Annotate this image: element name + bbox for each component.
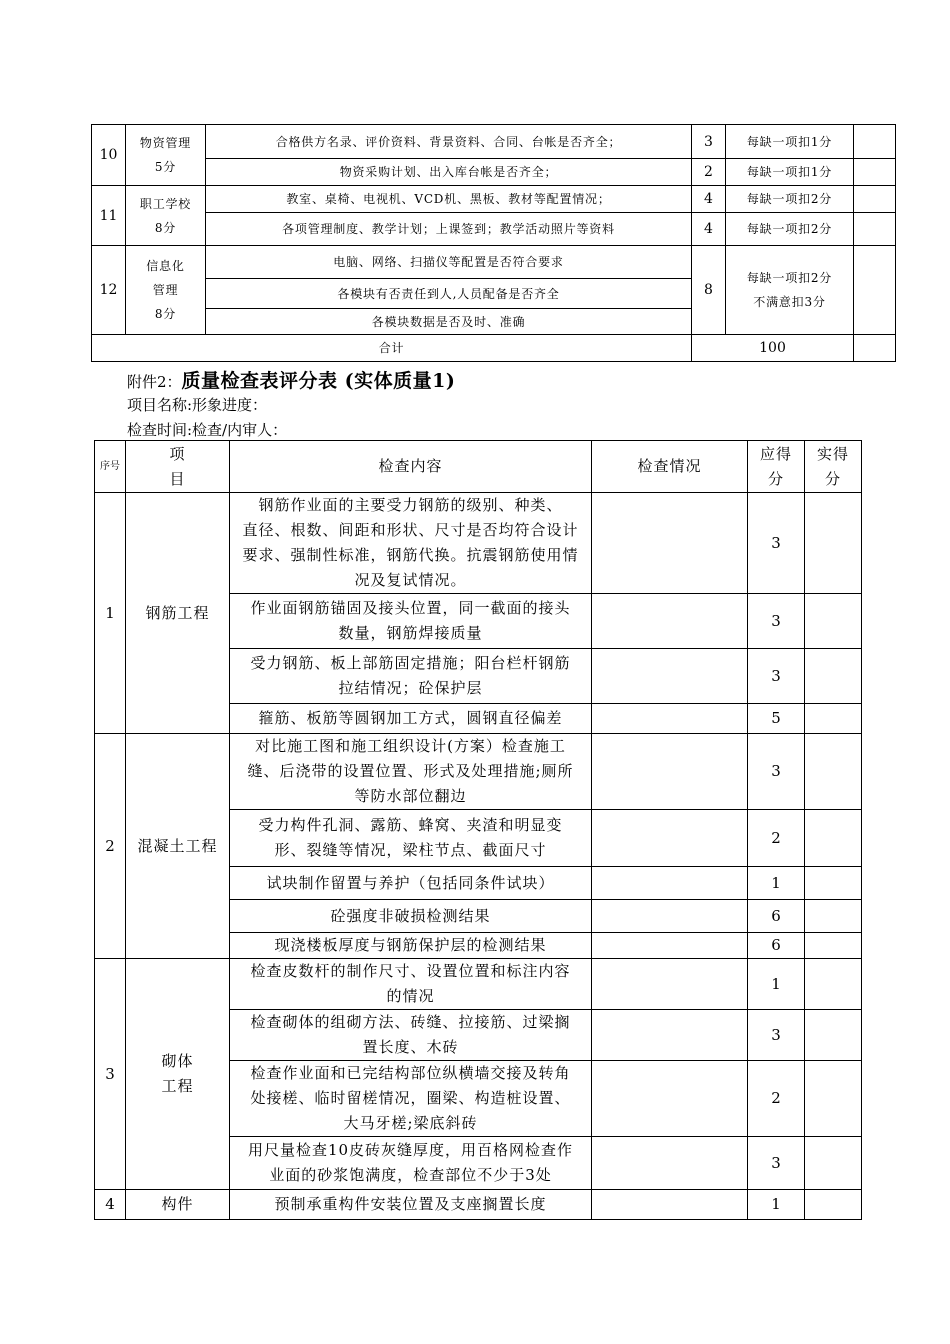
deduction-rule-line: 每缺一项扣2分 — [746, 271, 833, 285]
score-cell: 2 — [692, 159, 726, 186]
table-row — [95, 734, 862, 810]
check-content — [230, 1061, 592, 1137]
due-score: 3 — [748, 594, 805, 649]
table-row — [92, 186, 896, 213]
actual-score-cell[interactable] — [805, 1190, 862, 1220]
check-item: 物资采购计划、出入库台帐是否齐全； — [206, 159, 692, 186]
section-name-line: 工程 — [161, 1077, 194, 1095]
check-item: 合格供方名录、评价资料、背景资料、合同、台帐是否齐全； — [206, 125, 692, 159]
content-line: 用尺量检查10皮砖灰缝厚度，用百格网检查作 — [247, 1141, 574, 1159]
content-line: 缝、后浇带的设置位置、形式及处理措施;厕所 — [247, 762, 574, 780]
section-number: 1 — [95, 493, 126, 734]
content-line: 试块制作留置与养护（包括同条件试块） — [266, 873, 555, 892]
check-status-cell[interactable] — [592, 933, 748, 959]
blank-cell[interactable] — [854, 246, 896, 335]
check-status-cell[interactable] — [592, 1010, 748, 1061]
section-name: 混凝土工程 — [126, 734, 230, 959]
attachment-title: 质量检查表评分表 (实体质量1) — [181, 370, 456, 392]
due-score: 2 — [748, 1061, 805, 1137]
content-line: 的情况 — [386, 987, 435, 1005]
content-line: 置长度、木砖 — [362, 1038, 459, 1056]
due-score: 2 — [748, 810, 805, 867]
deduction-rule: 每缺一项扣1分 — [726, 159, 854, 186]
check-item: 电脑、网络、扫描仪等配置是否符合要求 — [206, 246, 692, 279]
check-time-line: 检查时间:检查/内审人： — [127, 421, 288, 439]
check-content — [230, 933, 592, 959]
actual-score-cell[interactable] — [805, 734, 862, 810]
content-line: 对比施工图和施工组织设计(方案）检查施工 — [255, 737, 566, 755]
row-number: 12 — [92, 246, 126, 335]
table-row — [92, 125, 896, 159]
content-line: 作业面钢筋锚固及接头位置，同一截面的接头 — [250, 599, 571, 617]
check-item: 各模块有否责任到人,人员配备是否齐全 — [206, 279, 692, 309]
category-cell — [126, 186, 206, 246]
category-name: 物资管理 — [139, 136, 192, 150]
actual-header-line: 实得 — [816, 444, 849, 463]
attachment-heading — [127, 366, 455, 393]
check-item: 各模块数据是否及时、准确 — [206, 309, 692, 335]
item-header-line: 项 — [169, 444, 186, 463]
category-name: 管理 — [152, 283, 179, 297]
category-name: 职工学校 — [139, 196, 192, 211]
blank-cell[interactable] — [854, 125, 896, 159]
check-status-cell[interactable] — [592, 900, 748, 933]
actual-score-cell[interactable] — [805, 493, 862, 594]
actual-score-cell[interactable] — [805, 1137, 862, 1190]
deduction-rule: 每缺一项扣1分 — [726, 125, 854, 159]
check-status-cell[interactable] — [592, 1061, 748, 1137]
blank-cell[interactable] — [854, 335, 896, 362]
check-content — [230, 594, 592, 649]
actual-score-header — [805, 441, 862, 493]
due-header-line: 分 — [767, 469, 784, 488]
category-points: 5分 — [154, 160, 177, 174]
status-header: 检查情况 — [592, 441, 748, 493]
row-number: 11 — [92, 186, 126, 246]
score-cell: 4 — [692, 213, 726, 246]
check-status-cell[interactable] — [592, 959, 748, 1010]
section-name — [126, 959, 230, 1190]
due-score: 1 — [748, 867, 805, 900]
content-line: 受力构件孔洞、露筋、蜂窝、夹渣和明显变 — [258, 816, 563, 834]
total-value: 100 — [692, 335, 854, 362]
due-score: 3 — [748, 1137, 805, 1190]
due-score: 3 — [748, 493, 805, 594]
category-cell — [126, 246, 206, 335]
due-score: 6 — [748, 933, 805, 959]
due-score: 1 — [748, 1190, 805, 1220]
deduction-rule — [726, 246, 854, 335]
check-status-cell[interactable] — [592, 867, 748, 900]
check-item: 教室、桌椅、电视机、VCD机、黑板、教材等配置情况； — [206, 186, 692, 213]
section-name-line: 砌体 — [161, 1052, 194, 1070]
check-content — [230, 493, 592, 594]
deduction-rule-line: 不满意扣3分 — [753, 295, 826, 309]
content-line: 检查砌体的组砌方法、砖缝、拉接筋、过梁搁 — [250, 1013, 571, 1031]
due-score: 3 — [748, 1010, 805, 1061]
check-status-cell[interactable] — [592, 649, 748, 704]
table-row — [95, 1190, 862, 1220]
content-line: 拉结情况；砼保护层 — [338, 679, 483, 697]
due-score: 3 — [748, 734, 805, 810]
actual-header-line: 分 — [824, 469, 841, 488]
actual-score-cell[interactable] — [805, 810, 862, 867]
content-line: 要求、强制性标准，钢筋代换。抗震钢筋使用情 — [242, 546, 579, 564]
blank-cell[interactable] — [854, 186, 896, 213]
due-header-line: 应得 — [759, 444, 792, 463]
check-content — [230, 867, 592, 900]
check-content — [230, 1190, 592, 1220]
due-score: 1 — [748, 959, 805, 1010]
check-content — [230, 734, 592, 810]
check-item: 各项管理制度、教学计划；上课签到；教学活动照片等资料 — [206, 213, 692, 246]
check-status-cell[interactable] — [592, 810, 748, 867]
table-row — [92, 213, 896, 246]
section-name: 构件 — [126, 1190, 230, 1220]
check-content — [230, 1010, 592, 1061]
due-score: 6 — [748, 900, 805, 933]
check-status-cell[interactable] — [592, 1190, 748, 1220]
actual-score-cell[interactable] — [805, 594, 862, 649]
category-name: 信息化 — [146, 259, 185, 273]
actual-score-cell[interactable] — [805, 704, 862, 734]
deduction-rule: 每缺一项扣2分 — [726, 186, 854, 213]
check-status-cell[interactable] — [592, 1137, 748, 1190]
blank-cell[interactable] — [854, 213, 896, 246]
table-row — [95, 959, 862, 1010]
content-line: 现浇楼板厚度与钢筋保护层的检测结果 — [274, 936, 547, 954]
row-number: 10 — [92, 125, 126, 186]
check-status-cell[interactable] — [592, 594, 748, 649]
actual-score-cell[interactable] — [805, 649, 862, 704]
content-line: 数量，钢筋焊接质量 — [338, 624, 483, 642]
blank-cell[interactable] — [854, 159, 896, 186]
category-cell — [126, 125, 206, 186]
seq-header: 序号 — [95, 441, 126, 493]
actual-score-cell[interactable] — [805, 900, 862, 933]
content-line: 等防水部位翻边 — [354, 787, 467, 805]
deduction-rule: 每缺一项扣2分 — [726, 213, 854, 246]
check-content — [230, 959, 592, 1010]
score-cell: 3 — [692, 125, 726, 159]
due-score: 5 — [748, 704, 805, 734]
actual-score-cell[interactable] — [805, 1061, 862, 1137]
score-cell: 4 — [692, 186, 726, 213]
project-line: 项目名称:形象进度： — [127, 396, 268, 414]
content-line: 检查作业面和已完结构部位纵横墙交接及转角 — [250, 1064, 571, 1082]
actual-score-cell[interactable] — [805, 959, 862, 1010]
check-status-cell[interactable] — [592, 704, 748, 734]
check-content — [230, 1137, 592, 1190]
check-status-cell[interactable] — [592, 734, 748, 810]
content-line: 形、裂缝等情况，梁柱节点、截面尺寸 — [274, 841, 547, 859]
section-number: 4 — [95, 1190, 126, 1220]
content-line: 受力钢筋、板上部筋固定措施；阳台栏杆钢筋 — [250, 654, 571, 672]
content-line: 砼强度非破损检测结果 — [330, 906, 491, 925]
score-cell: 8 — [692, 246, 726, 335]
top-score-table — [91, 124, 896, 362]
section-number: 2 — [95, 734, 126, 959]
actual-score-cell[interactable] — [805, 1010, 862, 1061]
content-line: 直径、根数、间距和形状、尺寸是否均符合设计 — [242, 521, 579, 539]
due-score: 3 — [748, 649, 805, 704]
actual-score-cell[interactable] — [805, 933, 862, 959]
quality-check-table — [94, 440, 862, 1220]
check-content — [230, 704, 592, 734]
category-points: 8分 — [154, 307, 177, 321]
content-line: 预制承重构件安装位置及支座搁置长度 — [274, 1195, 547, 1213]
content-line: 大马牙槎;梁底斜砖 — [343, 1114, 478, 1132]
section-name: 钢筋工程 — [126, 493, 230, 734]
check-content — [230, 810, 592, 867]
content-line: 检查皮数杆的制作尺寸、设置位置和标注内容 — [250, 962, 571, 980]
table-row — [92, 246, 896, 279]
content-header: 检查内容 — [230, 441, 592, 493]
content-line: 处接槎、临时留槎情况，圈梁、构造桩设置、 — [250, 1089, 571, 1107]
item-header-line: 目 — [169, 469, 186, 488]
table-row — [95, 493, 862, 594]
header-row — [95, 441, 862, 493]
check-status-cell[interactable] — [592, 493, 748, 594]
check-content — [230, 900, 592, 933]
section-number: 3 — [95, 959, 126, 1190]
content-line: 钢筋作业面的主要受力钢筋的级别、种类、 — [258, 496, 563, 514]
item-header — [126, 441, 230, 493]
attachment-prefix: 附件2： — [127, 373, 182, 391]
actual-score-cell[interactable] — [805, 867, 862, 900]
check-content — [230, 649, 592, 704]
total-label: 合计 — [92, 335, 692, 362]
category-points: 8分 — [154, 220, 177, 235]
table-row — [92, 159, 896, 186]
content-line: 业面的砂浆饱满度，检查部位不少于3处 — [269, 1166, 552, 1184]
content-line: 箍筋、板筋等圆钢加工方式，圆钢直径偏差 — [258, 709, 563, 727]
total-row — [92, 335, 896, 362]
content-line: 况及复试情况。 — [354, 571, 467, 589]
due-score-header — [748, 441, 805, 493]
